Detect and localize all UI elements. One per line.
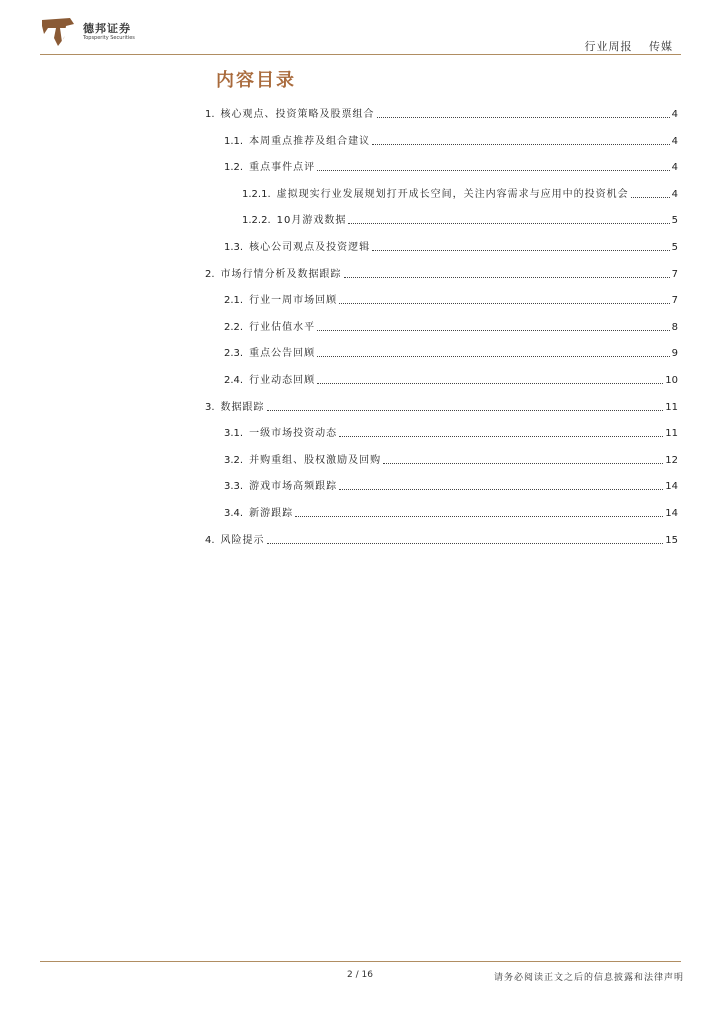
toc-entry-number: 4. (205, 534, 215, 546)
toc-entry-number: 1.2.2. (242, 215, 271, 227)
footer-divider (40, 961, 681, 962)
toc-entry-number: 3.2. (224, 454, 244, 466)
toc-entry[interactable] (205, 532, 678, 548)
toc-entry[interactable] (224, 133, 678, 149)
toc-entry-page: 9 (671, 348, 678, 360)
toc-entry[interactable] (224, 372, 678, 388)
toc-entry-number: 3. (205, 401, 215, 413)
toc-entry-number: 2.4. (224, 375, 244, 386)
toc-entry[interactable] (224, 239, 678, 255)
toc-entry-page: 11 (665, 428, 678, 440)
toc-entry-text: 核心观点、投资策略及股票组合 (220, 109, 375, 120)
toc-entry[interactable] (224, 452, 678, 468)
toc-entry-text: 并购重组、股权激励及回购 (249, 454, 382, 466)
toc-entry[interactable] (205, 266, 678, 282)
toc-entry[interactable] (242, 186, 678, 202)
toc-entry-number: 2.1. (224, 295, 244, 307)
toc-entry-page: 7 (671, 268, 678, 280)
toc-entry[interactable] (224, 319, 678, 335)
toc-leader-dots (339, 303, 670, 304)
logo-mark-icon (40, 16, 76, 48)
toc-entry-number: 3.1. (224, 428, 244, 440)
toc-entry[interactable] (224, 345, 678, 361)
toc-entry-number: 1. (205, 109, 215, 120)
toc-entry-page: 10 (665, 375, 678, 386)
page-header (40, 14, 681, 56)
toc-leader-dots (317, 170, 670, 171)
toc-entry-page: 4 (671, 162, 678, 174)
toc-entry[interactable] (205, 106, 678, 122)
toc-entry-page: 11 (665, 401, 678, 413)
toc-entry[interactable] (224, 478, 678, 494)
toc-leader-dots (631, 197, 670, 198)
toc-leader-dots (372, 144, 670, 145)
toc-entry-text: 新游跟踪 (249, 508, 294, 519)
toc-leader-dots (295, 516, 663, 517)
toc-title: 内容目录 (216, 70, 296, 91)
toc-entry-text: 一级市场投资动态 (249, 428, 338, 440)
header-divider (40, 54, 681, 55)
logo-chinese-text: 德邦证券 (83, 22, 131, 35)
page-number: 2 / 16 (347, 970, 373, 980)
toc-entry-number: 1.1. (224, 135, 244, 147)
toc-entry-text: 10月游戏数据 (276, 215, 347, 227)
toc-entry-text: 风险提示 (220, 534, 265, 546)
toc-entry-number: 1.3. (224, 242, 244, 253)
toc-entry-page: 8 (671, 321, 678, 333)
toc-entry-page: 5 (671, 242, 678, 253)
toc-entry-text: 虚拟现实行业发展规划打开成长空间，关注内容需求与应用中的投资机会 (276, 188, 629, 200)
toc-entry-text: 重点公告回顾 (249, 348, 316, 360)
toc-leader-dots (267, 410, 664, 411)
logo-english-text: Topsperity Securities (83, 35, 135, 41)
toc-entry[interactable] (205, 399, 678, 415)
legal-disclaimer: 请务必阅读正文之后的信息披露和法律声明 (493, 973, 684, 983)
toc-entry-number: 1.2. (224, 162, 244, 174)
toc-entry-text: 核心公司观点及投资逻辑 (249, 242, 371, 253)
toc-leader-dots (267, 543, 664, 544)
toc-entry[interactable] (224, 425, 678, 441)
report-type: 行业周报 (584, 40, 633, 53)
toc-leader-dots (317, 383, 663, 384)
toc-entry-text: 行业估值水平 (249, 321, 316, 333)
toc-leader-dots (339, 436, 663, 437)
sector-name: 传媒 (649, 40, 673, 53)
toc-entry-number: 3.3. (224, 481, 244, 493)
toc-entry-page: 5 (671, 215, 678, 227)
toc-entry[interactable] (224, 292, 678, 308)
toc-entry-text: 行业一周市场回顾 (249, 295, 338, 307)
toc-entry-text: 重点事件点评 (249, 162, 316, 174)
toc-entry-text: 本周重点推荐及组合建议 (249, 135, 371, 147)
toc-leader-dots (383, 463, 663, 464)
toc-entry-page: 4 (671, 109, 678, 120)
toc-leader-dots (348, 223, 669, 224)
toc-entry-text: 数据跟踪 (220, 401, 265, 413)
toc-entry[interactable] (224, 505, 678, 521)
toc-entry-page: 14 (665, 508, 678, 519)
toc-entry-page: 15 (665, 534, 678, 546)
toc-entry-number: 2. (205, 268, 215, 280)
toc-leader-dots (372, 250, 670, 251)
toc-entry-page: 4 (671, 188, 678, 200)
toc-entry-page: 12 (665, 454, 678, 466)
toc-entry-text: 行业动态回顾 (249, 375, 316, 386)
toc-entry-number: 2.2. (224, 321, 244, 333)
toc-entry[interactable] (224, 159, 678, 175)
toc-entry-page: 14 (665, 481, 678, 493)
toc-entry-page: 7 (671, 295, 678, 307)
toc-entry-text: 市场行情分析及数据跟踪 (220, 268, 342, 280)
toc-entry-page: 4 (671, 135, 678, 147)
toc-leader-dots (317, 356, 670, 357)
toc-leader-dots (317, 330, 670, 331)
company-logo (40, 14, 190, 54)
toc-entry-text: 游戏市场高频跟踪 (249, 481, 338, 493)
toc-leader-dots (344, 277, 670, 278)
toc-leader-dots (339, 489, 663, 490)
toc-entry[interactable] (242, 212, 678, 228)
toc-entry-number: 1.2.1. (242, 188, 271, 200)
report-category (585, 38, 674, 54)
toc-entry-number: 2.3. (224, 348, 244, 360)
toc-leader-dots (377, 117, 670, 118)
toc-entry-number: 3.4. (224, 508, 244, 519)
